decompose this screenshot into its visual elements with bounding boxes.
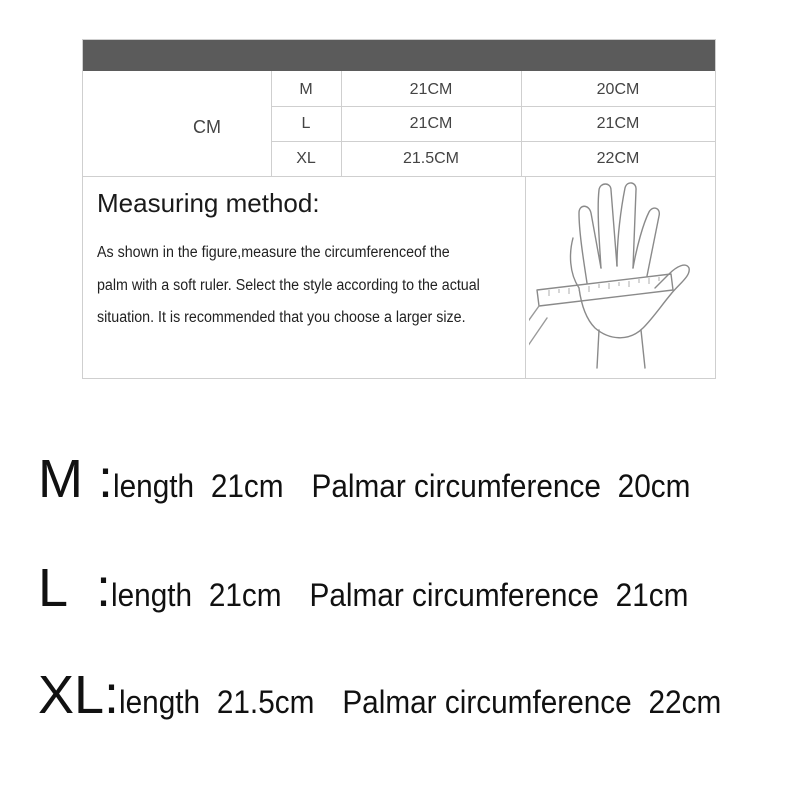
palm-value: 21cm [615, 577, 689, 613]
hand-measuring-icon [529, 178, 715, 378]
spec-line-m [38, 448, 734, 510]
spec-line-l [38, 557, 732, 619]
table-row [271, 73, 715, 107]
length-label: length [111, 577, 193, 613]
spec-details [119, 684, 721, 721]
palm-cell: 22CM [596, 150, 640, 167]
palm-label: Palmar circumference [309, 577, 599, 613]
length-cell: 21CM [409, 115, 453, 132]
spec-line-xl [38, 664, 767, 726]
palm-value: 20cm [617, 468, 691, 504]
unit-label: CM [193, 117, 221, 137]
spec-size: XL: [38, 665, 120, 725]
length-value: 21cm [210, 468, 284, 504]
palm-cell: 20CM [596, 81, 640, 98]
palm-cell: 21CM [596, 115, 640, 132]
length-label: length [113, 468, 195, 504]
length-cell: 21.5CM [402, 150, 460, 167]
grid-line [525, 176, 526, 379]
size-cell: L [301, 115, 311, 132]
spec-details [111, 577, 688, 614]
length-label: length [119, 684, 201, 720]
table-row [271, 142, 715, 176]
grid-line [83, 176, 715, 177]
length-value: 21cm [208, 577, 282, 613]
length-cell: 21CM [409, 81, 453, 98]
size-cell: M [299, 81, 313, 98]
spec-size: M : [38, 449, 113, 509]
size-chart-table [82, 39, 716, 379]
palm-label: Palmar circumference [311, 468, 601, 504]
method-description: As shown in the figure,measure the circumferenceof the palm with a soft ruler. Select the style according to the actual situation. It is recommended that you choose a larger size. [97, 244, 480, 326]
palm-label: Palmar circumference [342, 684, 632, 720]
size-cell: XL [296, 150, 316, 167]
length-value: 21.5cm [216, 684, 315, 720]
palm-value: 22cm [648, 684, 722, 720]
spec-size: L : [38, 558, 112, 618]
method-title: Measuring method: [97, 188, 320, 218]
table-row [271, 107, 715, 141]
spec-details [113, 468, 690, 505]
table-header-bar [83, 40, 715, 71]
